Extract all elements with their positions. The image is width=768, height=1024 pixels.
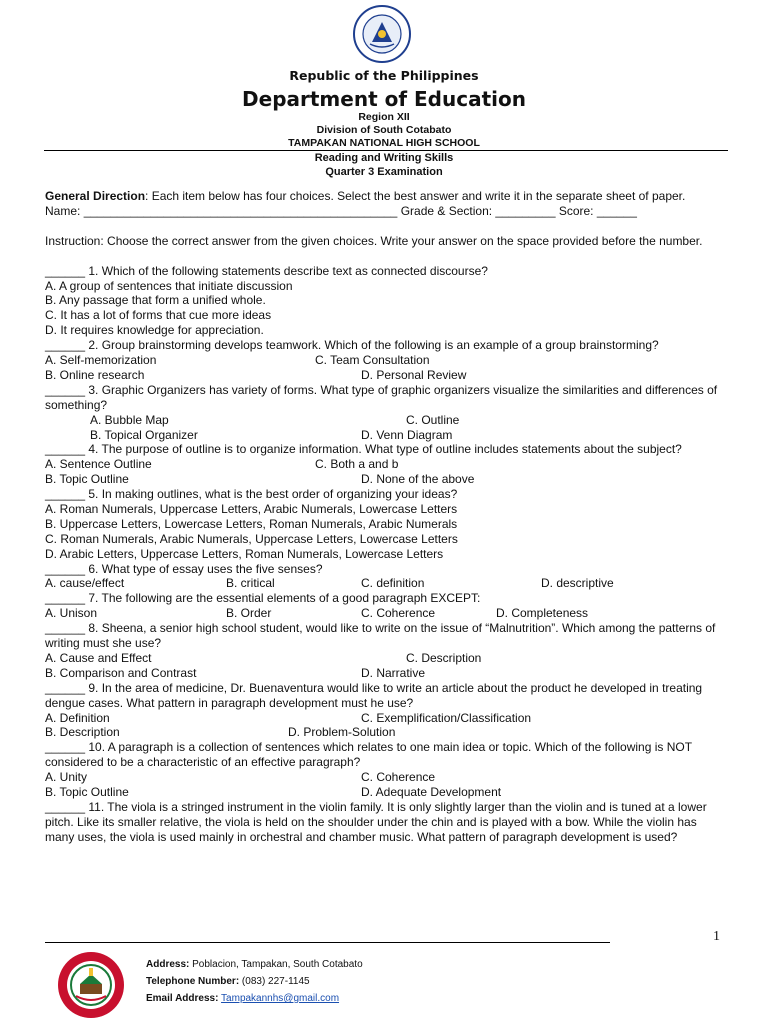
- email-link[interactable]: Tampakannhs@gmail.com: [221, 993, 340, 1004]
- choice-8c: C. Description: [406, 650, 482, 665]
- header-divider: [44, 150, 728, 151]
- exam-body: [45, 189, 725, 845]
- exam-title: Quarter 3 Examination: [325, 166, 443, 178]
- question-2: ______ 2. Group brainstorming develops teamwork. Which of the following is an example of a group brainstorming?: [45, 338, 659, 353]
- choice-5c: C. Roman Numerals, Arabic Numerals, Uppercase Letters, Lowercase Letters: [45, 531, 458, 546]
- division-label: Division of South Cotabato: [316, 124, 452, 136]
- choice-4d: D. None of the above: [361, 472, 475, 487]
- choice-5a: A. Roman Numerals, Uppercase Letters, Arabic Numerals, Lowercase Letters: [45, 502, 458, 517]
- school-name: TAMPAKAN NATIONAL HIGH SCHOOL: [288, 137, 480, 149]
- choice-9a: A. Definition: [45, 710, 110, 725]
- question-8: ______ 8. Sheena, a senior high school student, would like to write on the issue of “Malnutrition”. Which among the patterns of writing must she use?: [45, 621, 716, 651]
- footer-address: Address: Poblacion, Tampakan, South Cotabato: [146, 959, 363, 970]
- choice-6c: C. definition: [361, 576, 425, 591]
- question-9: ______ 9. In the area of medicine, Dr. Buenaventura would like to write an article about the product he developed in treating dengue cases. What pattern in paragraph development must he use?: [45, 680, 703, 710]
- choice-5d: D. Arabic Letters, Uppercase Letters, Roman Numerals, Lowercase Letters: [45, 546, 444, 561]
- question-3: ______ 3. Graphic Organizers has variety of forms. What type of graphic organizers visualize the similarities and differences of something?: [45, 382, 718, 412]
- choice-6d: D. descriptive: [541, 576, 614, 591]
- choice-10d: D. Adequate Development: [361, 785, 502, 800]
- question-7: ______ 7. The following are the essential elements of a good paragraph EXCEPT:: [45, 591, 481, 606]
- footer-phone: Telephone Number: (083) 227-1145: [146, 976, 310, 987]
- choice-3a: A. Bubble Map: [90, 412, 169, 427]
- choice-6a: A. cause/effect: [45, 576, 125, 591]
- school-logo: [56, 950, 126, 1020]
- choice-1a: A. A group of sentences that initiate discussion: [45, 278, 293, 293]
- choice-7d: D. Completeness: [496, 606, 589, 621]
- footer-divider: [45, 942, 610, 943]
- name-line: Name: _______________________________________________ Grade & Section: _________ Score: ______: [45, 203, 637, 218]
- general-direction-label: General Direction: [45, 189, 146, 203]
- deped-seal-logo: [342, 4, 422, 64]
- choice-1b: B. Any passage that form a unified whole.: [45, 293, 266, 308]
- choice-10a: A. Unity: [45, 770, 88, 785]
- choice-1d: D. It requires knowledge for appreciation.: [45, 323, 264, 338]
- republic-heading: Republic of the Philippines: [289, 68, 479, 83]
- choice-2c: C. Team Consultation: [315, 353, 430, 368]
- choice-4a: A. Sentence Outline: [45, 457, 152, 472]
- choice-8d: D. Narrative: [361, 665, 426, 680]
- score-blank[interactable]: ______: [596, 203, 637, 218]
- subject-title: Reading and Writing Skills: [314, 152, 454, 164]
- choice-3c: C. Outline: [406, 412, 460, 427]
- choice-2d: D. Personal Review: [361, 367, 467, 382]
- choice-4b: B. Topic Outline: [45, 472, 129, 487]
- choice-9b: B. Description: [45, 725, 120, 740]
- choice-8b: B. Comparison and Contrast: [45, 665, 197, 680]
- choice-9d: D. Problem-Solution: [288, 725, 396, 740]
- general-direction: General Direction: Each item below has four choices. Select the best answer and write it in the separate sheet of paper.: [45, 189, 686, 203]
- choice-6b: B. critical: [226, 576, 275, 591]
- question-4: ______ 4. The purpose of outline is to organize information. What type of outline includes statements about the subject?: [45, 442, 682, 457]
- question-6: ______ 6. What type of essay uses the five senses?: [45, 561, 323, 576]
- choice-7a: A. Unison: [45, 606, 98, 621]
- choice-7b: B. Order: [226, 606, 272, 621]
- region-label: Region XII: [358, 111, 410, 123]
- choice-10b: B. Topic Outline: [45, 785, 129, 800]
- grade-section-blank[interactable]: _________: [495, 203, 556, 218]
- choice-3d: D. Venn Diagram: [361, 427, 453, 442]
- choice-2a: A. Self-memorization: [45, 353, 157, 368]
- choice-1c: C. It has a lot of forms that cue more ideas: [45, 308, 272, 323]
- choice-3b: B. Topical Organizer: [90, 427, 198, 442]
- footer-email: Email Address: Tampakannhs@gmail.com: [146, 993, 340, 1004]
- choice-7c: C. Coherence: [361, 606, 436, 621]
- question-5: ______ 5. In making outlines, what is the best order of organizing your ideas?: [45, 487, 458, 502]
- choice-4c: C. Both a and b: [315, 457, 399, 472]
- choice-9c: C. Exemplification/Classification: [361, 710, 532, 725]
- instruction: Instruction: Choose the correct answer from the given choices. Write your answer on the space provided before the number.: [45, 233, 703, 248]
- page-number: 1: [713, 929, 720, 944]
- choice-5b: B. Uppercase Letters, Lowercase Letters, Roman Numerals, Arabic Numerals: [45, 516, 458, 531]
- name-blank[interactable]: _______________________________________________: [83, 203, 398, 218]
- choice-2b: B. Online research: [45, 367, 145, 382]
- question-11: ______ 11. The viola is a stringed instrument in the violin family. It is only slightly larger than the violin and is tuned at a lower pitch. Like its smaller relative, the viola is held on the shoulder under the chin and is played with a bow. While the violin has many uses, the viola is used mainly in orchestral and chamber music. What pattern of paragraph development is used?: [45, 799, 707, 844]
- department-title: Department of Education: [242, 87, 526, 111]
- question-1: ______ 1. Which of the following statements describe text as connected discourse?: [45, 263, 488, 278]
- question-10: ______ 10. A paragraph is a collection of sentences which relates to one main idea or topic. Which of the following is NOT considered to be a characteristic of an effective paragraph?: [45, 740, 692, 770]
- choice-8a: A. Cause and Effect: [45, 650, 152, 665]
- choice-10c: C. Coherence: [361, 770, 436, 785]
